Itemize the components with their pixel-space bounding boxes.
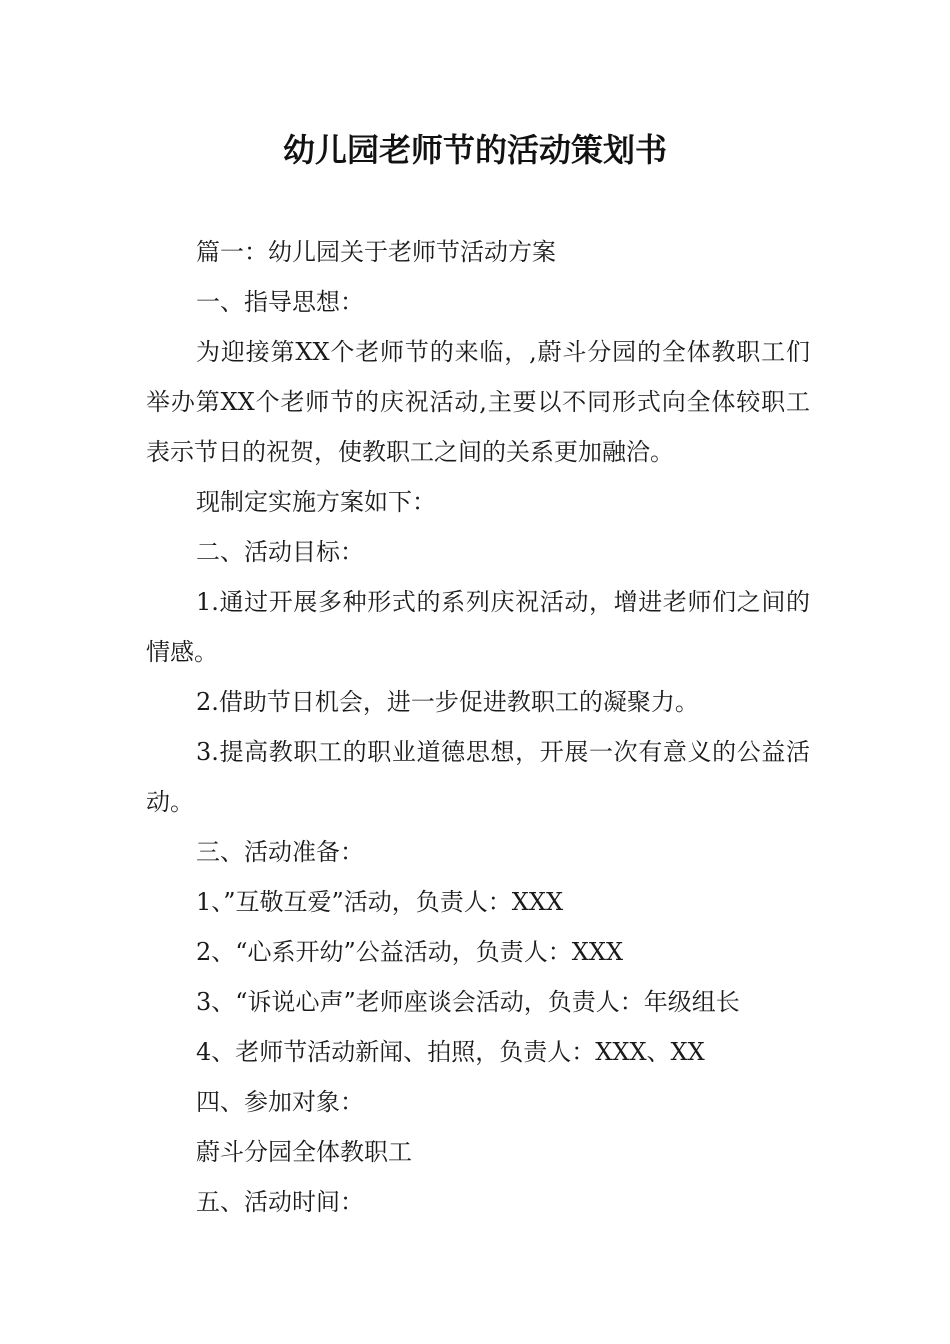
- paragraph-preparation-2: 2、“心系开幼”公益活动，负责人：XXX: [196, 938, 624, 966]
- paragraph-preparation-1: 1、”互敬互爱”活动，负责人：XXX: [196, 888, 564, 916]
- paragraph-goal-3: 3.提高教职工的职业道德思想，开展一次有意义的公益活动。: [146, 738, 810, 816]
- paragraph-participants-heading: 四、参加对象：: [196, 1088, 364, 1116]
- paragraph-preparation-3: 3、“诉说心声”老师座谈会活动，负责人：年级组长: [196, 988, 740, 1016]
- paragraph-guiding-ideas-heading: 一、指导思想：: [196, 288, 364, 316]
- document-title: 幼儿园老师节的活动策划书: [282, 131, 667, 169]
- paragraph-goal-2: 2.借助节日机会，进一步促进教职工的凝聚力。: [196, 688, 699, 716]
- paragraph-goals-heading: 二、活动目标：: [196, 538, 364, 566]
- paragraph-guiding-ideas-text: 为迎接第XX个老师节的来临，,蔚斗分园的全体教职工们举办第XX个老师节的庆祝活动,主要以不同形式向全体较职工表示节日的祝贺，使教职工之间的关系更加融洽。: [146, 338, 810, 466]
- paragraph-preparation-heading: 三、活动准备：: [196, 838, 364, 866]
- document-body: [146, 227, 810, 1227]
- paragraph-goal-1: 1.通过开展多种形式的系列庆祝活动，增进老师们之间的情感。: [146, 588, 810, 666]
- paragraph-preparation-4: 4、老师节活动新闻、拍照，负责人：XXX、XX: [196, 1038, 705, 1066]
- paragraph-participants-text: 蔚斗分园全体教职工: [196, 1138, 412, 1166]
- paragraph-section-heading: 篇一：幼儿园关于老师节活动方案: [196, 238, 556, 266]
- paragraph-plan-intro: 现制定实施方案如下：: [196, 488, 436, 516]
- paragraph-time-heading: 五、活动时间：: [196, 1188, 364, 1216]
